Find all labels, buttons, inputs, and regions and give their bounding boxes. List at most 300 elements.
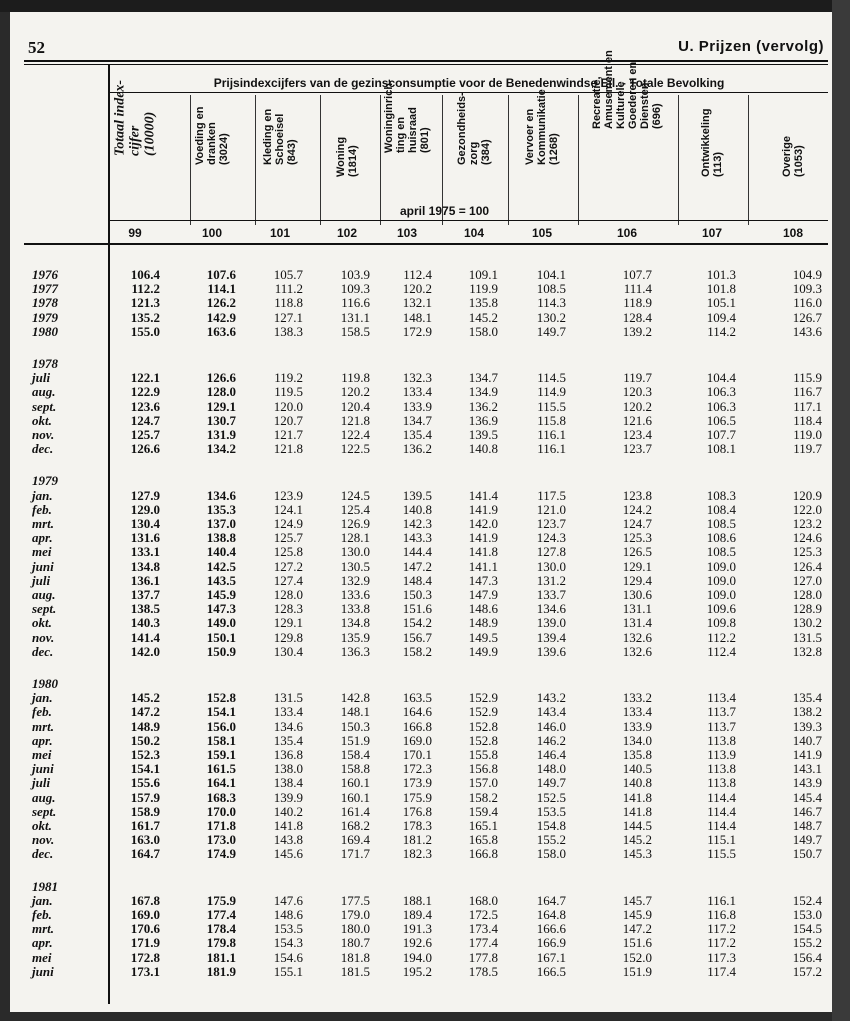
table-cell: 121.3 (130, 295, 160, 310)
table-cell: 141.8 (468, 544, 498, 559)
table-cell: 152.9 (468, 704, 498, 719)
table-cell: 145.3 (622, 846, 652, 861)
table-cell: 155.2 (792, 935, 822, 950)
table-cell: 158.2 (402, 644, 432, 659)
table-cell: 125.8 (273, 544, 303, 559)
table-cell: 148.9 (130, 719, 160, 734)
table-cell: 154.1 (206, 704, 236, 719)
table-cell: 152.8 (468, 733, 498, 748)
table-cell: 158.5 (340, 324, 370, 339)
table-cell: 130.0 (340, 544, 370, 559)
table-cell: 132.6 (622, 630, 652, 645)
table-cell: 157.0 (468, 775, 498, 790)
table-cell: 152.9 (468, 690, 498, 705)
table-cell: 149.0 (206, 615, 236, 630)
table-cell: 143.8 (273, 832, 303, 847)
table-cell: 147.2 (622, 921, 652, 936)
table-cell: 141.9 (468, 502, 498, 517)
table-cell: 113.7 (707, 719, 736, 734)
row-label: aug. (32, 384, 56, 399)
table-cell: 154.5 (792, 921, 822, 936)
table-cell: 139.4 (536, 630, 566, 645)
table-cell: 152.4 (792, 893, 822, 908)
table-cell: 145.2 (622, 832, 652, 847)
table-cell: 114.5 (537, 370, 566, 385)
table-cell: 188.1 (402, 893, 432, 908)
table-cell: 126.9 (340, 516, 370, 531)
row-label: sept. (32, 399, 57, 414)
table-cell: 113.4 (707, 690, 736, 705)
table-cell: 132.1 (402, 295, 432, 310)
table-row (10, 503, 832, 517)
table-cell: 175.9 (402, 790, 432, 805)
row-label: okt. (32, 413, 52, 428)
table-cell: 148.1 (340, 704, 370, 719)
table-cell: 145.4 (792, 790, 822, 805)
table-cell: 132.3 (402, 370, 432, 385)
table-cell: 134.0 (622, 733, 652, 748)
table-cell: 124.7 (130, 413, 160, 428)
table-cell: 117.1 (793, 399, 822, 414)
table-cell: 106.5 (706, 413, 736, 428)
table-cell: 156.4 (792, 950, 822, 965)
header-rule (24, 64, 828, 65)
table-cell: 109.1 (468, 267, 498, 282)
table-row (10, 400, 832, 414)
table-cell: 120.0 (273, 399, 303, 414)
table-cell: 172.3 (402, 761, 432, 776)
table-cell: 104.4 (706, 370, 736, 385)
row-label: mrt. (32, 719, 55, 734)
table-cell: 181.2 (402, 832, 432, 847)
table-row (10, 833, 832, 847)
table-cell: 130.2 (792, 615, 822, 630)
column-header-text: Vervoer en Kommunikatie (1268) (524, 89, 560, 165)
table-cell: 134.2 (206, 441, 236, 456)
column-header (591, 50, 663, 201)
table-cell: 134.6 (273, 719, 303, 734)
table-cell: 143.2 (536, 690, 566, 705)
column-header-text: Woning (1814) (335, 136, 359, 177)
row-label: okt. (32, 615, 52, 630)
column-number: 100 (201, 226, 223, 240)
table-cell: 152.8 (206, 690, 236, 705)
row-label: juni (32, 761, 54, 776)
running-head: U. Prijzen (vervolg) (678, 38, 824, 55)
table-row (10, 894, 832, 908)
table-cell: 112.4 (403, 267, 432, 282)
table-cell: 114.1 (207, 281, 236, 296)
table-cell: 177.4 (206, 907, 236, 922)
row-label: juli (32, 775, 51, 790)
table-cell: 180.0 (340, 921, 370, 936)
table-cell: 104.1 (536, 267, 566, 282)
table-cell: 117.3 (707, 950, 736, 965)
table-cell: 142.5 (206, 559, 236, 574)
table-cell: 189.4 (402, 907, 432, 922)
table-cell: 124.9 (273, 516, 303, 531)
table-row (10, 631, 832, 645)
table-cell: 127.8 (536, 544, 566, 559)
row-label: mei (32, 747, 52, 762)
table-cell: 105.7 (273, 267, 303, 282)
scan-top-border (0, 0, 850, 12)
table-cell: 112.2 (131, 281, 160, 296)
table-cell: 173.4 (468, 921, 498, 936)
table-cell: 142.9 (206, 310, 236, 325)
table-cell: 149.7 (536, 775, 566, 790)
table-cell: 106.3 (706, 399, 736, 414)
table-cell: 107.7 (622, 267, 652, 282)
table-cell: 131.5 (273, 690, 303, 705)
table-cell: 154.6 (273, 950, 303, 965)
table-row (10, 847, 832, 861)
row-label: aug. (32, 790, 56, 805)
table-cell: 125.7 (273, 530, 303, 545)
table-cell: 174.9 (206, 846, 236, 861)
table-cell: 191.3 (402, 921, 432, 936)
table-cell: 133.4 (273, 704, 303, 719)
table-row (10, 268, 832, 282)
table-cell: 127.4 (273, 573, 303, 588)
table-cell: 151.6 (402, 601, 432, 616)
table-cell: 125.7 (130, 427, 160, 442)
row-label: jan. (32, 690, 53, 705)
table-cell: 104.9 (792, 267, 822, 282)
row-label: dec. (32, 644, 54, 659)
table-cell: 121.0 (536, 502, 566, 517)
table-cell: 163.6 (206, 324, 236, 339)
table-cell: 182.3 (402, 846, 432, 861)
table-cell: 137.0 (206, 516, 236, 531)
table-cell: 101.8 (706, 281, 736, 296)
column-header (262, 96, 298, 201)
table-cell: 145.7 (622, 893, 652, 908)
table-cell: 155.1 (273, 964, 303, 979)
table-cell: 136.3 (340, 644, 370, 659)
table-cell: 178.5 (468, 964, 498, 979)
table-cell: 160.1 (340, 790, 370, 805)
table-cell: 128.0 (206, 384, 236, 399)
table-row (10, 282, 832, 296)
table-cell: 123.8 (622, 488, 652, 503)
table-cell: 138.5 (130, 601, 160, 616)
table-cell: 159.4 (468, 804, 498, 819)
table-cell: 180.7 (340, 935, 370, 950)
table-cell: 141.8 (273, 818, 303, 833)
table-cell: 149.7 (792, 832, 822, 847)
table-cell: 142.3 (402, 516, 432, 531)
table-cell: 157.9 (130, 790, 160, 805)
table-cell: 169.0 (402, 733, 432, 748)
table-cell: 136.1 (130, 573, 160, 588)
table-cell: 154.2 (402, 615, 432, 630)
table-cell: 124.3 (536, 530, 566, 545)
row-label: 1980 (32, 324, 58, 339)
table-cell: 152.3 (130, 747, 160, 762)
table-cell: 181.5 (340, 964, 370, 979)
row-label: apr. (32, 733, 53, 748)
table-cell: 107.6 (206, 267, 236, 282)
table-cell: 133.6 (340, 587, 370, 602)
table-cell: 131.1 (340, 310, 370, 325)
table-cell: 106.3 (706, 384, 736, 399)
table-cell: 114.9 (537, 384, 566, 399)
table-cell: 108.4 (706, 502, 736, 517)
table-row (10, 705, 832, 719)
table-cell: 167.8 (130, 893, 160, 908)
table-cell: 133.8 (340, 601, 370, 616)
table-cell: 123.7 (622, 441, 652, 456)
row-label: juni (32, 964, 54, 979)
table-cell: 150.9 (206, 644, 236, 659)
row-label: mei (32, 950, 52, 965)
table-cell: 108.6 (706, 530, 736, 545)
column-header (524, 89, 560, 201)
table-cell: 123.6 (130, 399, 160, 414)
table-cell: 179.8 (206, 935, 236, 950)
table-cell: 173.1 (130, 964, 160, 979)
table-cell: 117.4 (707, 964, 736, 979)
table-cell: 153.5 (273, 921, 303, 936)
row-label: feb. (32, 704, 52, 719)
table-cell: 108.5 (706, 544, 736, 559)
table-cell: 144.5 (622, 818, 652, 833)
table-row (10, 385, 832, 399)
table-cell: 121.6 (622, 413, 652, 428)
table-cell: 115.8 (537, 413, 566, 428)
table-row (10, 442, 832, 456)
table-cell: 126.6 (206, 370, 236, 385)
table-cell: 112.4 (707, 644, 736, 659)
table-cell: 113.8 (707, 733, 736, 748)
table-cell: 125.3 (792, 544, 822, 559)
row-label: mrt. (32, 516, 55, 531)
top-rule (24, 60, 828, 62)
column-header (700, 96, 724, 201)
table-row (10, 588, 832, 602)
table-cell: 140.2 (273, 804, 303, 819)
table-cell: 134.6 (536, 601, 566, 616)
table-cell: 134.7 (468, 370, 498, 385)
table-cell: 181.9 (206, 964, 236, 979)
table-cell: 128.9 (792, 601, 822, 616)
table-cell: 154.1 (130, 761, 160, 776)
table-cell: 123.7 (536, 516, 566, 531)
table-cell: 150.3 (340, 719, 370, 734)
row-label: mei (32, 544, 52, 559)
table-cell: 138.3 (273, 324, 303, 339)
table-cell: 111.4 (623, 281, 652, 296)
table-cell: 132.8 (792, 644, 822, 659)
table-cell: 138.8 (206, 530, 236, 545)
table-cell: 165.8 (468, 832, 498, 847)
table-cell: 133.2 (622, 690, 652, 705)
table-cell: 120.7 (273, 413, 303, 428)
table-row (10, 936, 832, 950)
column-header-text: Gezondheids- zorg (384) (456, 92, 492, 165)
table-cell: 108.5 (706, 516, 736, 531)
table-cell: 129.0 (130, 502, 160, 517)
table-cell: 108.3 (706, 488, 736, 503)
row-label: feb. (32, 907, 52, 922)
table-cell: 119.9 (469, 281, 498, 296)
table-cell: 126.7 (792, 310, 822, 325)
table-cell: 135.3 (206, 502, 236, 517)
table-cell: 131.6 (130, 530, 160, 545)
column-header-text: Ontwikkeling (113) (700, 108, 724, 177)
table-row (10, 311, 832, 325)
table-cell: 114.4 (707, 818, 736, 833)
table-row (10, 645, 832, 659)
table-cell: 124.5 (340, 488, 370, 503)
table-cell: 119.7 (793, 441, 822, 456)
table-cell: 171.7 (340, 846, 370, 861)
row-label: nov. (32, 630, 55, 645)
table-row (10, 545, 832, 559)
table-cell: 124.6 (792, 530, 822, 545)
table-cell: 158.1 (206, 733, 236, 748)
table-row (10, 819, 832, 833)
table-cell: 108.5 (536, 281, 566, 296)
table-cell: 128.0 (792, 587, 822, 602)
table-cell: 141.9 (468, 530, 498, 545)
table-cell: 141.8 (622, 790, 652, 805)
table-row (10, 805, 832, 819)
row-label: juli (32, 370, 51, 385)
table-cell: 145.2 (468, 310, 498, 325)
table-cell: 194.0 (402, 950, 432, 965)
table-cell: 136.2 (468, 399, 498, 414)
table-cell: 181.8 (340, 950, 370, 965)
row-label: 1979 (32, 310, 58, 325)
table-cell: 135.4 (792, 690, 822, 705)
column-divider (578, 95, 579, 225)
table-cell: 127.0 (792, 573, 822, 588)
table-cell: 143.4 (536, 704, 566, 719)
table-cell: 123.9 (273, 488, 303, 503)
table-cell: 158.8 (340, 761, 370, 776)
table-cell: 192.6 (402, 935, 432, 950)
table-cell: 129.1 (206, 399, 236, 414)
row-label: jan. (32, 893, 53, 908)
table-cell: 166.5 (536, 964, 566, 979)
table-cell: 131.1 (622, 601, 652, 616)
table-cell: 133.1 (130, 544, 160, 559)
table-cell: 126.6 (130, 441, 160, 456)
table-cell: 127.2 (273, 559, 303, 574)
table-cell: 135.9 (340, 630, 370, 645)
year-heading: 1979 (32, 473, 58, 489)
column-header-text: Recreatie, Amusement en Kulturele Goederen en Diensten (696) (591, 50, 663, 129)
table-cell: 131.4 (622, 615, 652, 630)
table-cell: 109.0 (706, 559, 736, 574)
column-number: 104 (463, 226, 485, 240)
table-row (10, 720, 832, 734)
table-cell: 146.2 (536, 733, 566, 748)
table-cell: 164.1 (206, 775, 236, 790)
scan-right-edge (832, 0, 850, 1021)
table-cell: 165.1 (468, 818, 498, 833)
table-cell: 177.8 (468, 950, 498, 965)
table-cell: 113.8 (707, 761, 736, 776)
table-cell: 146.4 (536, 747, 566, 762)
table-cell: 135.8 (468, 295, 498, 310)
table-cell: 127.9 (130, 488, 160, 503)
table-cell: 131.9 (206, 427, 236, 442)
page-number: 52 (28, 38, 45, 57)
table-cell: 177.5 (340, 893, 370, 908)
table-cell: 133.9 (402, 399, 432, 414)
table-cell: 167.1 (536, 950, 566, 965)
table-row (10, 691, 832, 705)
table-cell: 150.3 (402, 587, 432, 602)
row-label: mrt. (32, 921, 55, 936)
column-number: 99 (128, 226, 142, 240)
table-row (10, 908, 832, 922)
table-cell: 116.0 (793, 295, 822, 310)
table-cell: 114.4 (707, 804, 736, 819)
table-row (10, 776, 832, 790)
table-cell: 152.8 (468, 719, 498, 734)
table-cell: 164.8 (536, 907, 566, 922)
table-cell: 137.7 (130, 587, 160, 602)
header-bottom-rule (24, 243, 828, 245)
table-cell: 124.7 (622, 516, 652, 531)
table-cell: 120.9 (792, 488, 822, 503)
table-cell: 136.2 (402, 441, 432, 456)
table-cell: 117.2 (707, 935, 736, 950)
table-cell: 120.2 (340, 384, 370, 399)
table-cell: 127.1 (273, 310, 303, 325)
table-cell: 122.1 (130, 370, 160, 385)
row-label: nov. (32, 427, 55, 442)
year-heading: 1981 (32, 878, 58, 894)
table-cell: 113.7 (707, 704, 736, 719)
table-cell: 121.8 (273, 441, 303, 456)
table-cell: 166.8 (402, 719, 432, 734)
table-cell: 139.3 (792, 719, 822, 734)
table-cell: 152.5 (536, 790, 566, 805)
table-cell: 130.4 (273, 644, 303, 659)
table-row (10, 965, 832, 979)
table-cell: 161.5 (206, 761, 236, 776)
table-cell: 122.9 (130, 384, 160, 399)
table-cell: 195.2 (402, 964, 432, 979)
table-cell: 128.3 (273, 601, 303, 616)
table-cell: 171.8 (206, 818, 236, 833)
table-cell: 129.1 (273, 615, 303, 630)
table-cell: 109.3 (340, 281, 370, 296)
table-row (10, 748, 832, 762)
table-cell: 172.5 (468, 907, 498, 922)
table-row (10, 371, 832, 385)
column-number: 108 (782, 226, 804, 240)
table-row (10, 762, 832, 776)
table-cell: 116.1 (537, 441, 566, 456)
table-cell: 177.4 (468, 935, 498, 950)
table-row (10, 296, 832, 310)
table-cell: 166.6 (536, 921, 566, 936)
table-cell: 181.1 (206, 950, 236, 965)
table-row (10, 414, 832, 428)
table-cell: 147.2 (402, 559, 432, 574)
table-cell: 154.8 (536, 818, 566, 833)
table-cell: 170.1 (402, 747, 432, 762)
row-label: 1976 (32, 267, 58, 282)
column-header (456, 92, 492, 201)
table-cell: 121.8 (340, 413, 370, 428)
